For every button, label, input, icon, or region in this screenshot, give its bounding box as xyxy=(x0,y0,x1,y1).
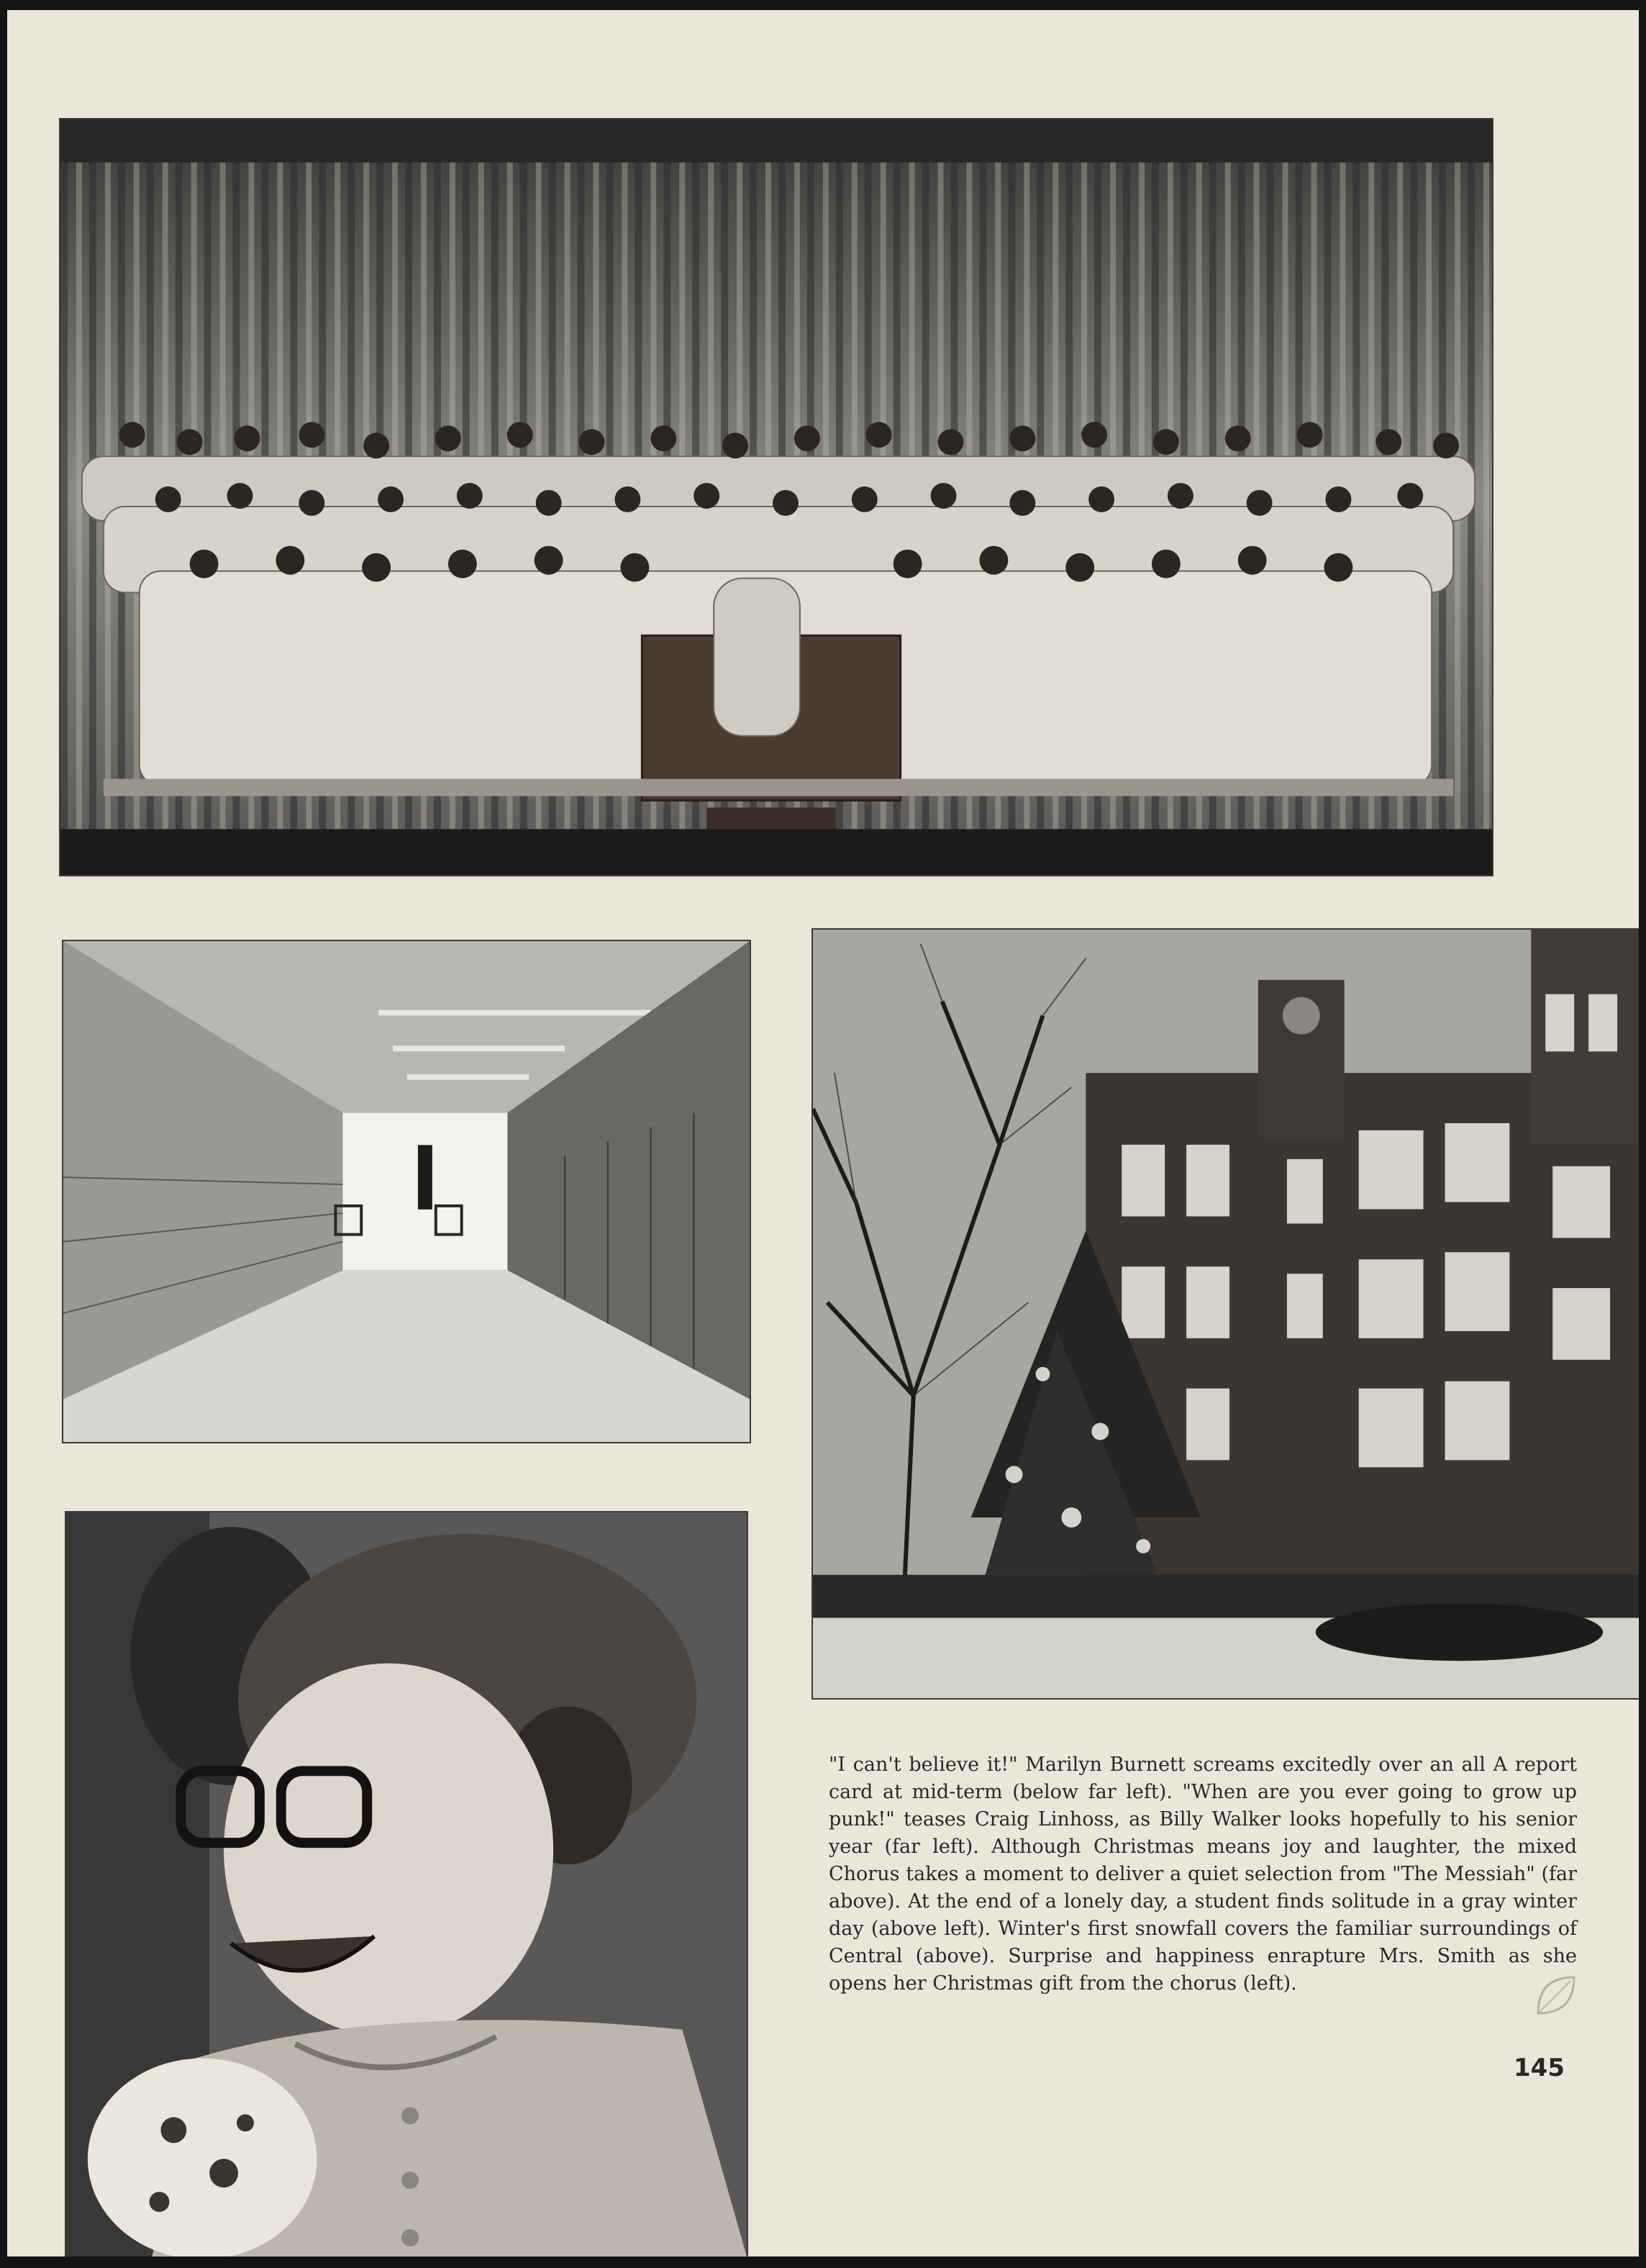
building-photo xyxy=(811,928,1639,1700)
leaf-icon xyxy=(1531,1970,1581,2020)
choir-photo xyxy=(59,118,1493,876)
hallway-photo xyxy=(62,940,751,1443)
photo-caption: "I can't believe it!" Marilyn Burnett screams excitedly over an all A report card at mid-term (below far left). "When are you ever going to grow up punk!" teases Craig Linhoss, as Billy Walker looks hopefully to his senior year (far left). Although Christmas means joy and laughter, the mixed Chorus takes a moment to deliver a quiet selection from "The Messiah" (far above). At the end of a lonely day, a student finds solitude in a gray winter day (above left). Winter's first snowfall covers the familiar surroundings of Central (above). Surprise and happiness enrapture Mrs. Smith as she opens her Christmas gift from the chorus (left). xyxy=(829,1754,1577,1995)
yearbook-page xyxy=(7,10,1639,2256)
teacher-photo xyxy=(65,1511,748,2256)
page-number: 145 xyxy=(1514,2054,1565,2082)
